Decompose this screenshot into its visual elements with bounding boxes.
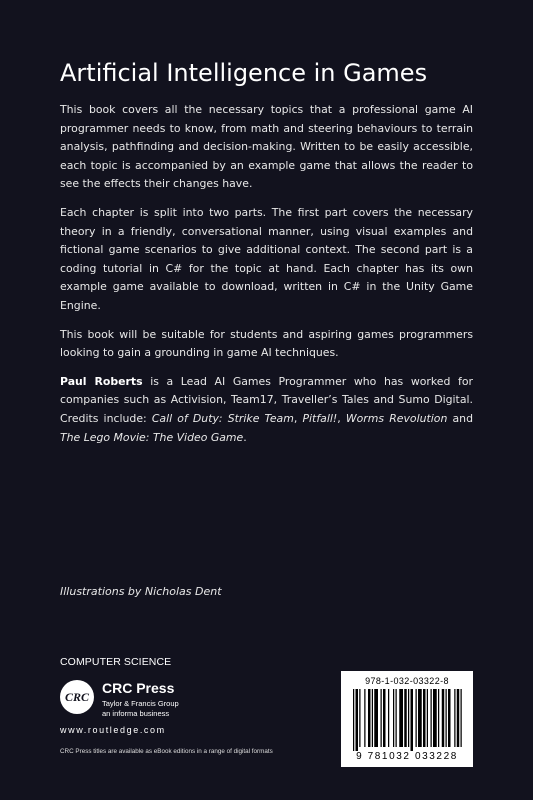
publisher-name: CRC Press (102, 680, 175, 696)
author-bio (60, 373, 473, 447)
barcode-bar (416, 689, 417, 747)
book-title: Artificial Intelligence in Games (60, 59, 428, 87)
credit-1: Call of Duty: Strike Team (151, 411, 294, 425)
barcode (341, 671, 473, 767)
barcode-bar (431, 689, 432, 747)
barcode-bar (411, 689, 414, 751)
barcode-bar (396, 689, 397, 747)
barcode-bar (457, 689, 460, 747)
blurb-paragraph-2: Each chapter is split into two parts. The first part covers the necessary theory in a friendly, conversational manner, using visual examples and fictional game scenarios to give additional context. The second part is a coding tutorial in C# for the topic at hand. Each chapter has its own example game available to download, written in C# in the Unity Game Engine. (60, 205, 473, 312)
barcode-bar (423, 689, 426, 747)
publisher-group: Taylor & Francis Group (102, 699, 179, 708)
publisher-website: www.routledge.com (60, 725, 166, 735)
barcode-bar (359, 689, 360, 747)
barcode-bar (446, 689, 447, 747)
ebook-note: CRC Press titles are available as eBook editions in a range of digital formats (60, 748, 273, 755)
barcode-digits: 9 781032 033228 (356, 751, 458, 762)
barcode-bar (368, 689, 371, 747)
barcode-bar (404, 689, 407, 747)
barcode-bar (399, 689, 403, 747)
blurb-paragraph-1: This book covers all the necessary topics that a professional game AI programmer needs to know, from math and steering behaviours to terrain analysis, pathfinding and decision-making. Written to be easily accessible, each topic is accompanied by an example game that allows the reader to see the effects their changes have. (60, 103, 473, 191)
separator-1: , (293, 411, 303, 425)
barcode-bar (372, 689, 373, 747)
barcode-bar (364, 689, 365, 747)
bio-text: is a Lead AI Games Programmer who has worked for companies such as Activision, Team17, Traveller’s Tales and Sumo Digital. Credits include: (60, 374, 473, 425)
crc-logo-icon (60, 680, 94, 714)
barcode-bar (356, 689, 359, 751)
bio-end: . (243, 430, 247, 444)
blurb (60, 101, 473, 457)
credit-4: The Lego Movie: The Video Game (60, 430, 244, 444)
barcode-bar (383, 689, 386, 747)
publisher-subtitle: an informa business (102, 709, 170, 718)
barcode-bar (438, 689, 439, 747)
barcode-bar (448, 689, 451, 747)
barcode-bar (408, 689, 409, 747)
credit-3: Worms Revolution (345, 411, 448, 425)
barcode-bar (454, 689, 455, 747)
barcode-bar (433, 689, 437, 747)
separator-2: , (337, 411, 346, 425)
barcode-bar (353, 689, 354, 751)
barcode-bar (442, 689, 445, 747)
barcode-bar (374, 689, 378, 747)
credit-2: Pitfall! (302, 411, 338, 425)
barcode-bar (461, 689, 462, 747)
barcode-bar (393, 689, 394, 747)
illustrations-credit: Illustrations by Nicholas Dent (60, 585, 222, 598)
barcode-bar (427, 689, 428, 747)
isbn-number: 978-1-032-03322-8 (365, 676, 449, 686)
blurb-paragraph-3: This book will be suitable for students and aspiring games programmers looking to gain a grounding in game AI techniques. (60, 327, 473, 360)
separator-3: and (447, 411, 473, 425)
author-name: Paul Roberts (60, 374, 143, 388)
crc-logo-text: CRC (64, 690, 89, 704)
barcode-bar (418, 689, 422, 747)
barcode-bar (388, 689, 389, 747)
barcode-bars-icon (341, 689, 473, 751)
barcode-bar (381, 689, 382, 747)
subject-category: COMPUTER SCIENCE (60, 656, 172, 668)
